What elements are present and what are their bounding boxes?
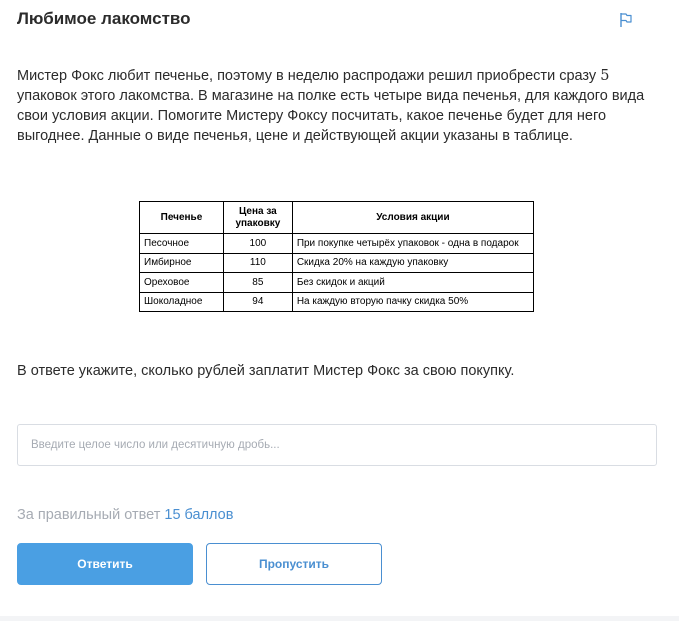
score-points: 15 баллов [164,507,234,523]
skip-button[interactable]: Пропустить [206,543,382,585]
answer-input[interactable] [17,424,657,466]
cell-cookie: Имбирное [140,253,224,273]
table-header-row [140,202,534,234]
cell-price: 110 [223,253,292,273]
flag-icon[interactable] [618,12,634,28]
header-promo: Условия акции [292,202,533,234]
score-text [17,507,233,523]
bottom-divider [0,616,679,621]
cell-promo: При покупке четырёх упаковок - одна в подарок [292,234,533,254]
cell-cookie: Песочное [140,234,224,254]
submit-button[interactable]: Ответить [17,543,193,585]
problem-text: Мистер Фокс любит печенье, поэтому в неделю распродажи решил приобрести сразу 5 упаковок этого лакомства. В магазине на полке есть четыре вида печенья, для каждого вида свои условия акции. Помогите Мистеру Фоксу посчитать, какое печенье будет для него выгоднее. Данные о виде печенья, цене и действующей акции указаны в таблице. [17,68,645,144]
cell-promo: Без скидок и акций [292,273,533,293]
header-price: Цена за упаковку [223,202,292,234]
task-title: Любимое лакомство [17,9,191,28]
problem-number: 5 [600,68,610,84]
cell-price: 100 [223,234,292,254]
table-row [140,253,534,273]
cell-cookie: Ореховое [140,273,224,293]
question-text: В ответе укажите, сколько рублей заплатит Мистер Фокс за свою покупку. [17,363,515,379]
table-row [140,292,534,312]
cell-price: 85 [223,273,292,293]
table-row [140,234,534,254]
cell-cookie: Шоколадное [140,292,224,312]
table-row [140,273,534,293]
header-cookie: Печенье [140,202,224,234]
cell-promo: Скидка 20% на каждую упаковку [292,253,533,273]
cookie-table [139,201,534,312]
cell-price: 94 [223,292,292,312]
cell-promo: На каждую вторую пачку скидка 50% [292,292,533,312]
score-prefix: За правильный ответ [17,507,165,523]
